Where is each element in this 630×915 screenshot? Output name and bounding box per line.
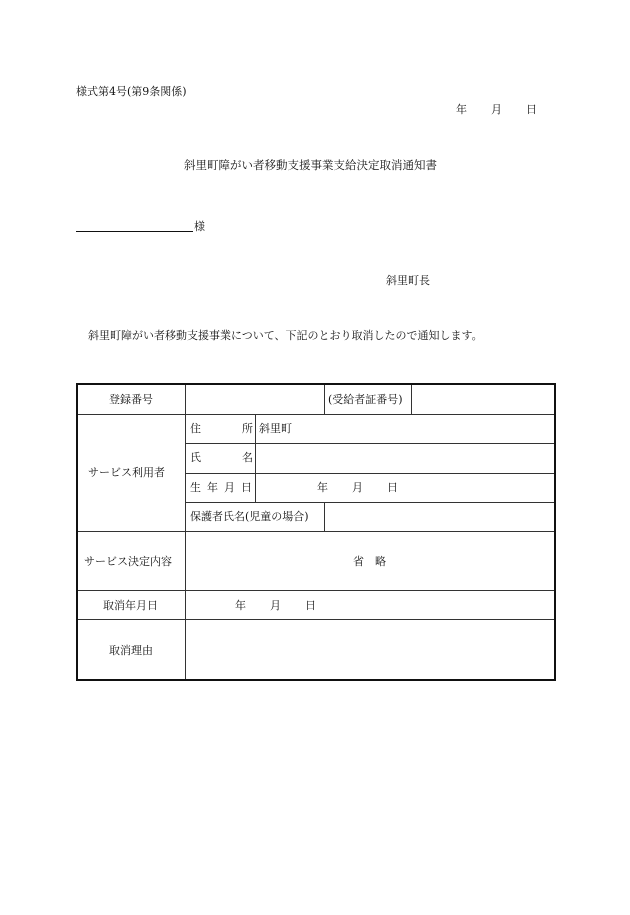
cancellation-form-table	[76, 383, 556, 681]
issue-date-day: 日	[526, 103, 537, 116]
issue-date-year: 年	[456, 103, 467, 116]
decision-content-label: サービス決定内容	[84, 555, 172, 568]
cancel-reason-label: 取消理由	[109, 644, 153, 657]
guardian-name-label: 保護者氏名(児童の場合)	[190, 510, 309, 523]
address-value: 斜里町	[259, 422, 292, 435]
registration-number-label: 登録番号	[109, 393, 153, 406]
issuer: 斜里町長	[386, 274, 430, 287]
decision-content-value: 省 略	[353, 555, 386, 568]
birth-date-label: 生 年 月 日	[190, 481, 252, 494]
addressee-name-blank	[76, 220, 193, 232]
service-user-label: サービス利用者	[88, 466, 165, 479]
document-title: 斜里町障がい者移動支援事業支給決定取消通知書	[184, 158, 437, 172]
address-label: 住 所	[190, 422, 253, 435]
addressee	[76, 220, 205, 232]
cancel-date-value: 年 月 日	[235, 599, 316, 612]
cancel-date-label: 取消年月日	[103, 599, 158, 612]
birth-date-value: 年 月 日	[317, 481, 398, 494]
addressee-suffix: 様	[194, 220, 205, 233]
body-text: 斜里町障がい者移動支援事業について、下記のとおり取消したので通知します。	[88, 329, 483, 342]
name-label: 氏 名	[190, 451, 253, 464]
issue-date-month: 月	[491, 103, 502, 116]
recipient-cert-label: (受給者証番号)	[328, 393, 403, 406]
form-number: 様式第4号(第9条関係)	[76, 85, 187, 98]
issue-date	[456, 104, 537, 115]
